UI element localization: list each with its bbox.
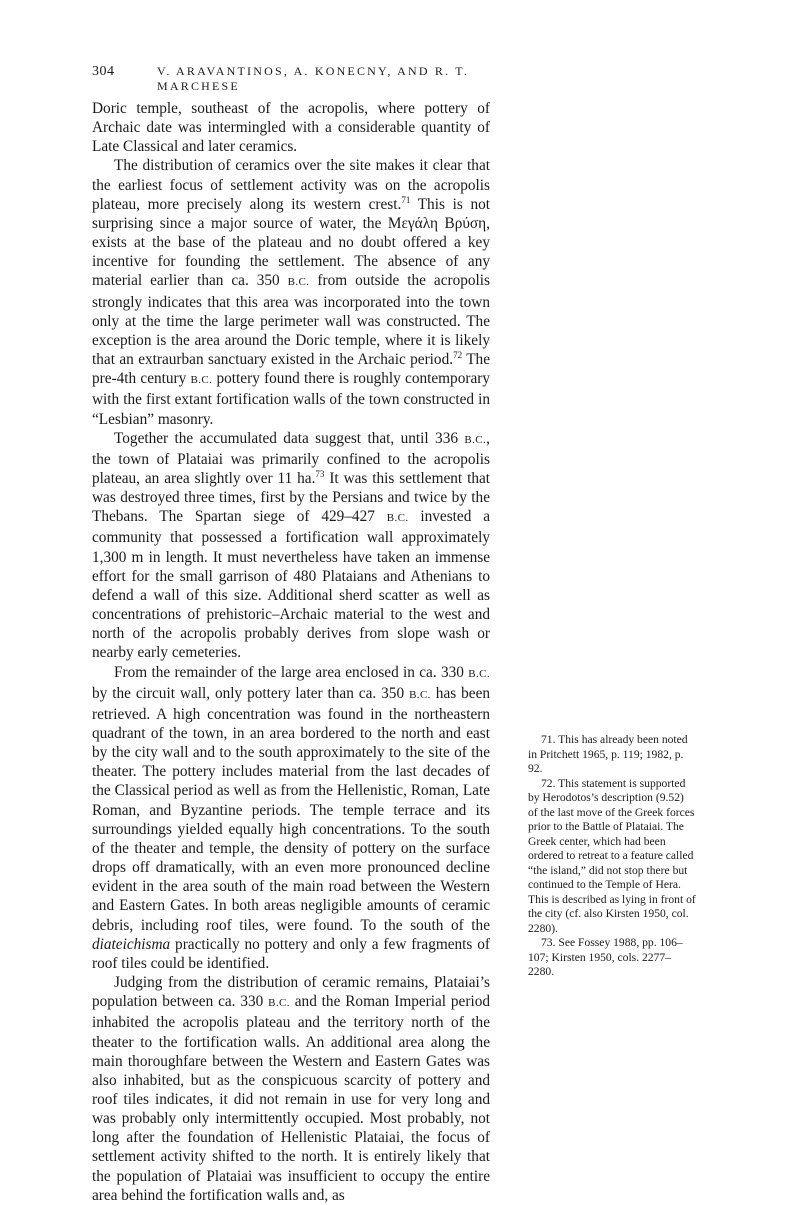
text-run: and the Roman Imperial period inhabited the acropolis plateau and the territory north of the theater to the fortification walls. An additional area along the main thoroughfare between the Western and Eastern Gates was also inhabited, but as the conspicuous scarcity of pottery and roof tiles indicates, it did not remain in use for very long and was probably only intermittently occupied. Most probably, not long after the foundation of Hellenistic Plataiai, the focus of settlement activity shifted to the north. It is entirely likely that the population of Plataiai was insufficient to occupy the entire area behind the fortification walls and, as [92, 993, 490, 1204]
text-run: pottery found there is roughly contemporary with the first extant fortification walls of the town constructed in “Lesbian” masonry. [92, 370, 490, 428]
text-run: The pre-4th century [92, 351, 490, 388]
text-run: practically no pottery and only a few fragments of roof tiles could be identified. [92, 935, 490, 972]
footnote-ref-73: 73 [315, 468, 325, 479]
paragraph-3 [92, 429, 490, 663]
footnote-71: 71. This has already been noted in Pritchett 1965, p. 119; 1982, p. 92. [528, 733, 688, 775]
text-run: has been retrieved. A high concentration was found in the northeastern quadrant of the town, in an area bordered to the north and east by the city wall and to the south approximately to the site of the theater. The pottery includes material from the last decades of the Classical period as well as from the Hellenistic, Roman, Late Roman, and Byzantine periods. The temple terrace and its surroundings yielded equally high concentrations. To the south of the theater and temple, the density of pottery on the surface drops off dramatically, with an even more pronounced decline evident in the area south of the main road between the Western and Eastern Gates. In both areas negligible amounts of ceramic debris, including roof tiles, were found. To the south of the [92, 684, 491, 934]
paragraph-4 [92, 663, 490, 974]
text-run: It was this settlement that was destroyed three times, first by the Persians and twice by the Thebans. The Spartan siege of 429–427 [92, 469, 491, 526]
footnotes [528, 733, 696, 980]
era-abbrev: B.C. [464, 433, 487, 446]
footnote-ref-71: 71 [401, 194, 411, 205]
era-abbrev: B.C. [268, 997, 290, 1010]
main-text [92, 99, 490, 1205]
text-run: invested a community that possessed a fortification wall approximately 1,300 m in length. It must nevertheless have taken an immense effort for the small garrison of 480 Plataians and Athenians to defend a wall of this size. Additional sherd scatter as well as concentrations of prehistoric–Archaic material to the west and north of the acropolis probably derives from slope wash or nearby early cemeteries. [92, 508, 490, 662]
paragraph-1: Doric temple, southeast of the acropolis, where pottery of Archaic date was intermingled with a considerable quantity of Late Classical and later ceramics. [92, 100, 490, 156]
text-run: From the remainder of the large area enclosed in ca. 330 [114, 663, 469, 681]
footnote-73: 73. See Fossey 1988, pp. 106–107; Kirsten 1950, cols. 2277–2280. [528, 936, 683, 978]
text-run: The distribution of ceramics over the site makes it clear that the earliest focus of settlement activity was on the acropolis plateau, more precisely along its western crest. [92, 157, 490, 213]
era-abbrev: B.C. [409, 688, 431, 701]
text-run: from outside the acropolis strongly indicates that this area was incorporated into the town only at the time the large perimeter wall was constructed. The exception is the area around the Doric temple, where it is likely that an extraurban sanctuary existed in the Archaic period. [92, 272, 490, 369]
page-number: 304 [92, 64, 115, 79]
text-run: , the town of Plataiai was primarily confined to the acropolis plateau, an area slightly over 11 ha. [92, 429, 490, 487]
running-head: V. ARAVANTINOS, A. KONECNY, AND R. T. MARCHESE [157, 64, 470, 93]
era-abbrev: B.C. [287, 276, 310, 289]
era-abbrev: B.C. [190, 374, 213, 387]
footnote-ref-72: 72 [453, 349, 463, 360]
italic-term: diateichisma [92, 935, 171, 953]
era-abbrev: B.C. [468, 667, 490, 680]
text-run: Together the accumulated data suggest that, until 336 [114, 429, 465, 447]
page-header [92, 64, 492, 93]
era-abbrev: B.C. [386, 512, 409, 525]
paragraph-2 [92, 156, 490, 428]
text-run: by the circuit wall, only pottery later than ca. 350 [92, 684, 410, 702]
text-run: This is not surprising since a major source of water, the Μεγάλη Βρύση, exists at the base of the plateau and no doubt offered a key incentive for founding the settlement. The absence of any material earlier than ca. 350 [92, 195, 490, 290]
paragraph-5 [92, 973, 490, 1205]
text-run: Judging from the distribution of ceramic remains, Plataiai’s population between ca. 330 [92, 974, 490, 1011]
footnote-72: 72. This statement is supported by Herodotos’s description (9.52) of the last move of the Greek forces prior to the Battle of Plataiai. The Greek center, which had been ordered to retreat to a feature called “the island,” did not stop there but continued to the Temple of Hera. This is described as lying in front of the city (cf. also Kirsten 1950, col. 2280). [528, 776, 696, 935]
